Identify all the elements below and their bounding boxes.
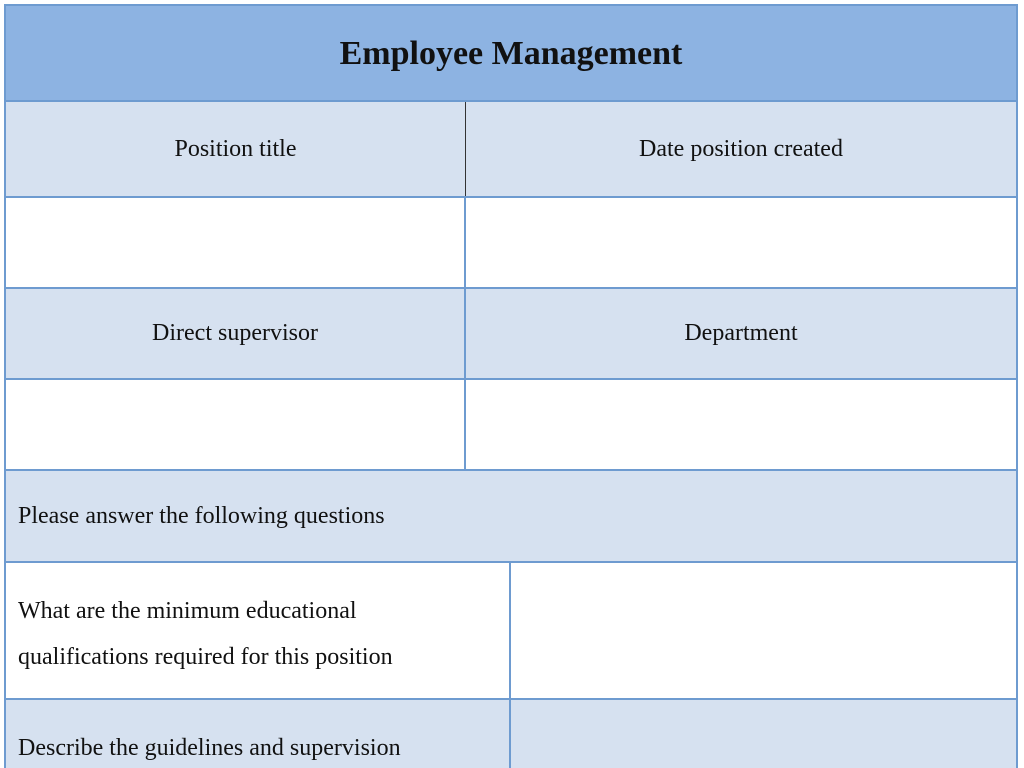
position-title-label: Position title bbox=[174, 135, 297, 162]
question-1-line-2: qualifications required for this position bbox=[18, 644, 393, 670]
position-title-field[interactable] bbox=[6, 198, 466, 287]
department-label: Department bbox=[684, 320, 798, 346]
instructions-row bbox=[6, 471, 1016, 563]
employee-management-form bbox=[4, 4, 1018, 768]
question-1-cell bbox=[6, 563, 511, 698]
labels-row-1 bbox=[6, 102, 1016, 198]
question-row bbox=[6, 700, 1016, 768]
form-title: Employee Management bbox=[339, 35, 683, 72]
direct-supervisor-label: Direct supervisor bbox=[152, 320, 318, 346]
date-created-label-cell bbox=[466, 102, 1016, 196]
department-field[interactable] bbox=[466, 380, 1016, 469]
direct-supervisor-label-cell bbox=[6, 289, 466, 378]
instructions-cell bbox=[6, 471, 1016, 561]
form-header bbox=[6, 6, 1016, 102]
question-1-line-1: What are the minimum educational bbox=[18, 598, 357, 624]
instructions-text: Please answer the following questions bbox=[18, 502, 385, 529]
question-2-answer-field[interactable] bbox=[511, 700, 1016, 768]
question-2-cell bbox=[6, 700, 511, 768]
question-2-line-1: Describe the guidelines and supervision bbox=[18, 735, 401, 761]
date-created-field[interactable] bbox=[466, 198, 1016, 287]
inputs-row-1 bbox=[6, 198, 1016, 289]
labels-row-2 bbox=[6, 289, 1016, 380]
question-1-answer-field[interactable] bbox=[511, 563, 1016, 698]
department-label-cell bbox=[466, 289, 1016, 378]
direct-supervisor-field[interactable] bbox=[6, 380, 466, 469]
question-row bbox=[6, 563, 1016, 700]
inputs-row-2 bbox=[6, 380, 1016, 471]
date-created-label: Date position created bbox=[639, 135, 843, 162]
position-title-label-cell bbox=[6, 102, 466, 196]
